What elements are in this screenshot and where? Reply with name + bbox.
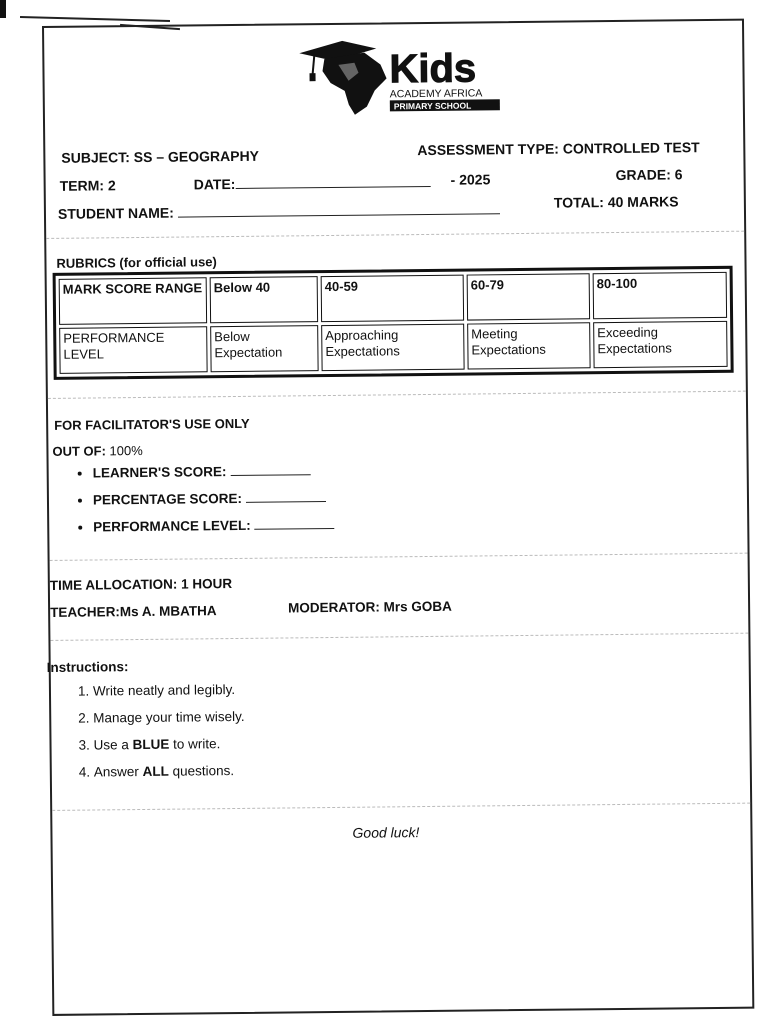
instruction-emphasis: ALL [142,763,169,779]
performance-level-label: PERFORMANCE LEVEL: [93,517,251,535]
list-item [93,682,244,699]
student-name-blank-line[interactable] [178,201,500,217]
facilitator-list [53,462,335,546]
learners-score-blank[interactable] [230,462,310,476]
subject-label: SUBJECT: SS – GEOGRAPHY [61,147,260,166]
student-name-field[interactable] [58,201,500,222]
term-label: TERM: 2 [59,177,116,194]
list-item[interactable] [93,489,334,508]
separator [52,803,750,811]
list-item[interactable] [93,516,334,535]
good-luck-text: Good luck! [352,824,420,841]
assessment-type-label: ASSESSMENT TYPE: CONTROLLED TEST [417,139,700,159]
percentage-score-label: PERCENTAGE SCORE: [92,490,243,508]
rubric-cell: Below 40 [210,276,318,323]
school-logo [294,33,505,120]
instruction-text: Answer [93,763,143,780]
logo-line2: PRIMARY SCHOOL [393,100,472,112]
year-label: - 2025 [450,171,491,188]
list-item[interactable] [93,462,334,481]
rubric-cell: Approaching Expectations [321,324,464,371]
instruction-text: questions. [168,763,235,779]
africa-map-icon [322,52,387,115]
list-item [93,736,244,753]
exam-cover-page [42,19,754,1016]
date-blank-line[interactable] [235,174,430,189]
separator [46,231,744,239]
learners-score-label: LEARNER'S SCORE: [92,464,227,481]
logo-graphic [294,33,505,120]
separator [50,553,748,561]
rubrics-table [53,266,734,380]
facilitator-title: FOR FACILITATOR'S USE ONLY [54,415,250,433]
grade-label: GRADE: 6 [615,166,683,184]
rubric-cell: 40-59 [321,275,464,322]
instructions-list [55,682,245,792]
student-name-label: STUDENT NAME: [57,204,174,222]
out-of-value: 100% [109,442,143,459]
instruction-text: to write. [169,736,221,752]
date-label: DATE: [193,175,236,193]
rubric-cell: Exceeding Expectations [593,321,727,368]
instructions-title: Instructions: [46,659,129,675]
table-row [59,272,727,325]
instruction-emphasis: BLUE [132,736,170,753]
rubric-cell: Meeting Expectations [467,322,590,369]
time-allocation-label: TIME ALLOCATION: 1 HOUR [49,576,233,593]
performance-level-blank[interactable] [254,516,334,530]
separator [50,633,748,641]
rubric-cell: 80-100 [593,272,727,319]
separator [48,391,746,399]
rubric-cell: MARK SCORE RANGE [59,277,207,325]
instruction-text: Use a [93,737,133,753]
scan-line [20,16,170,22]
rubrics-title: RUBRICS (for official use) [56,254,217,271]
rubric-cell: Below Expectation [210,325,318,372]
total-marks-label: TOTAL: 40 MARKS [553,193,679,211]
rubric-cell: 60-79 [467,273,590,320]
percentage-score-blank[interactable] [246,489,326,503]
scan-edge-mark [0,0,6,18]
instruction-text: Manage your time wisely. [93,708,245,726]
date-field[interactable] [194,174,431,192]
instruction-text: Write neatly and legibly. [92,682,236,699]
out-of-label: OUT OF: [52,443,106,459]
list-item [93,709,244,726]
out-of-line [52,443,142,459]
logo-line1: ACADEMY AFRICA [389,87,483,101]
table-row [59,321,727,374]
list-item [94,763,245,780]
moderator-label: MODERATOR: Mrs GOBA [288,598,452,616]
logo-brand: Kids [389,46,477,92]
teacher-label: TEACHER:Ms A. MBATHA [50,603,217,620]
rubric-cell: PERFORMANCE LEVEL [59,326,207,374]
